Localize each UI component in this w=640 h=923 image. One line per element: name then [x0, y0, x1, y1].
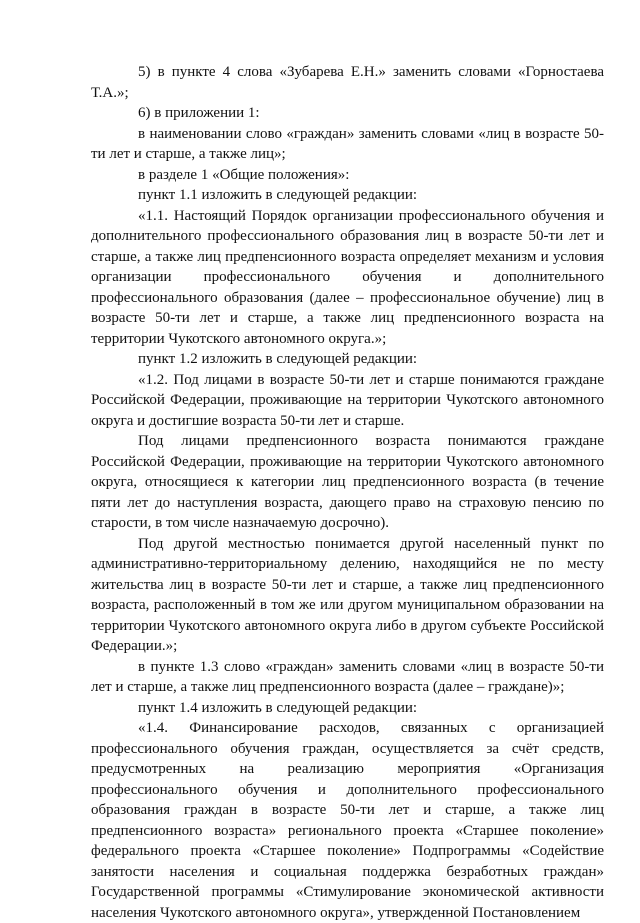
paragraph-preretirement-definition: Под лицами предпенсионного возраста понимаются граждане Российской Федерации, проживающие на территории Чукотского автономного округа, относящиеся к категории лиц предпенсионного возраста (в течение пяти лет до наступления возраста, дающего право на страховую пенсию по старости, в том числе назначаемую досрочно).: [91, 433, 604, 531]
paragraph-point-1-2-intro: пункт 1.2 изложить в следующей редакции:: [138, 351, 418, 367]
paragraph-point-1-2-text: «1.2. Под лицами в возрасте 50-ти лет и старше понимаются граждане Российской Федерации, проживающие на территории Чукотского автономного округа и достигшие возраста 50-ти лет и старше.: [91, 371, 604, 429]
paragraph-point-1-1-intro: пункт 1.1 изложить в следующей редакции:: [138, 187, 418, 203]
document-body: [91, 62, 604, 923]
paragraph-point-1-3: в пункте 1.3 слово «граждан» заменить словами «лиц в возрасте 50-ти лет и старше, а также лиц предпенсионного возраста (далее – граждане)»;: [91, 658, 604, 695]
paragraph-point-1-4-text: «1.4. Финансирование расходов, связанных с организацией профессионального обучения граждан, осуществляется за счёт средств, предусмотренных на реализацию мероприятия «Организация профессионального обучения и дополнительного профессионального образования граждан в возрасте 50-ти лет и старше, а также лиц предпенсионного возраста» регионального проекта «Старшее поколение» федерального проекта «Старшее поколение» Подпрограммы «Содействие занятости населения и социальная поддержка безработных граждан» Государственной программы «Стимулирование экономической активности населения Чукотского автономного округа», утвержденной Постановлением: [91, 720, 604, 921]
paragraph-item-6: 6) в приложении 1:: [138, 105, 260, 121]
paragraph-point-1-1-text: «1.1. Настоящий Порядок организации профессионального обучения и дополнительного профессионального образования лиц в возрасте 50-ти лет и старше, а также лиц предпенсионного возраста определяет механизм и условия организации профессионального обучения и дополнительного профессионального образования (далее – профессиональное обучение) лиц в возрасте 50-ти лет и старше, а также лиц предпенсионного возраста на территории Чукотского автономного округа.»;: [91, 207, 604, 347]
paragraph-other-locality-definition: Под другой местностью понимается другой населенный пункт по административно-территориальному делению, находящийся не по месту жительства лиц в возрасте 50-ти лет и старше, а также лиц предпенсионного возраста, расположенный в том же или другом муниципальном образовании на территории Чукотского автономного округа либо в другом субъекте Российской Федерации.»;: [91, 535, 604, 654]
paragraph-item-5: 5) в пункте 4 слова «Зубарева Е.Н.» заменить словами «Горностаева Т.А.»;: [91, 64, 604, 101]
paragraph-point-1-4-intro: пункт 1.4 изложить в следующей редакции:: [138, 699, 418, 716]
paragraph-section-1: в разделе 1 «Общие положения»:: [138, 166, 350, 183]
paragraph-name-change: в наименовании слово «граждан» заменить словами «лиц в возрасте 50-ти лет и старше, а также лиц»;: [91, 125, 604, 162]
